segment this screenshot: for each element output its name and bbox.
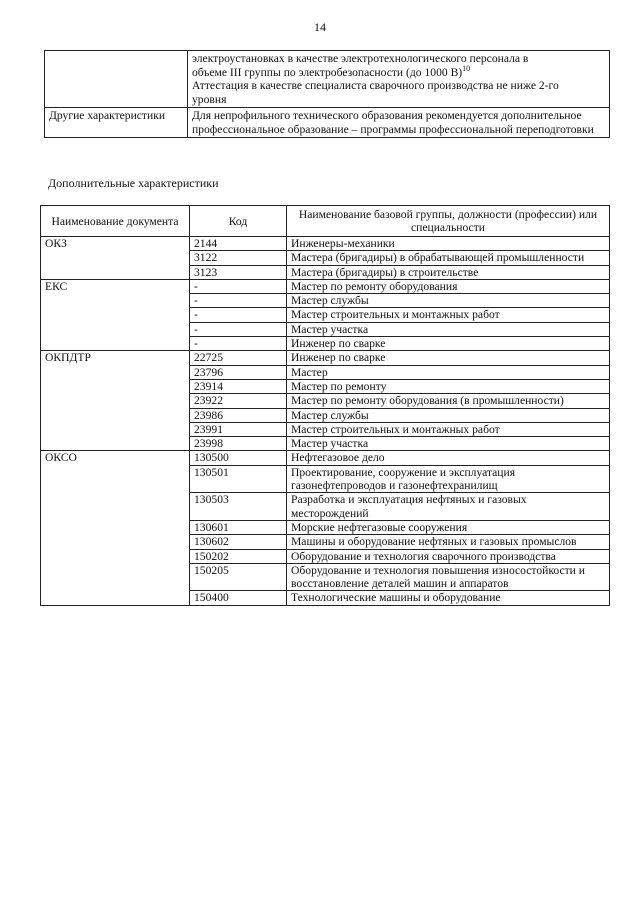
code-cell: 23922 [190, 394, 287, 408]
occupation-name-cell: Оборудование и технология повышения износостойкости и восстановление деталей машин и аппаратов [287, 563, 610, 591]
occupation-name-cell: Мастер [287, 365, 610, 379]
table-row [41, 237, 610, 251]
code-cell: 3123 [190, 265, 287, 279]
code-cell: 2144 [190, 237, 287, 251]
code-cell: 150205 [190, 563, 287, 591]
header-name: Наименование базовой группы, должности (профессии) или специальности [287, 206, 610, 237]
code-cell: 23991 [190, 422, 287, 436]
occupation-name-cell: Машины и оборудование нефтяных и газовых промыслов [287, 535, 610, 549]
table-row [41, 351, 610, 365]
occupation-name-cell: Нефтегазовое дело [287, 451, 610, 465]
code-cell: 23986 [190, 408, 287, 422]
table-row [41, 279, 610, 293]
section-title: Дополнительные характеристики [48, 176, 219, 190]
code-cell: - [190, 322, 287, 336]
occupation-name-cell: Мастер по ремонту [287, 379, 610, 393]
occupation-name-cell: Инженеры-механики [287, 237, 610, 251]
requirements-table [44, 50, 610, 138]
code-cell: - [190, 294, 287, 308]
occupation-name-cell: Оборудование и технология сварочного производства [287, 549, 610, 563]
occupation-name-cell: Разработка и эксплуатация нефтяных и газовых месторождений [287, 493, 610, 521]
code-cell: 130503 [190, 493, 287, 521]
table-row [45, 51, 610, 108]
occupation-name-cell: Мастера (бригадиры) в строительстве [287, 265, 610, 279]
code-cell: 130500 [190, 451, 287, 465]
occupation-name-cell: Мастер службы [287, 294, 610, 308]
code-cell: 130601 [190, 520, 287, 534]
code-cell: 22725 [190, 351, 287, 365]
occupation-name-cell: Мастер участка [287, 437, 610, 451]
page-number: 14 [314, 20, 326, 34]
code-cell: 130501 [190, 465, 287, 493]
code-cell: 130602 [190, 535, 287, 549]
occupation-name-cell: Мастер службы [287, 408, 610, 422]
code-cell: 23998 [190, 437, 287, 451]
document-name-cell: ОКПДТР [41, 351, 190, 451]
occupation-name-cell: Инженер по сварке [287, 351, 610, 365]
row-value: Для непрофильного технического образования рекомендуется дополнительное профессиональное образование – программы профессиональной переподготовки [188, 108, 610, 138]
code-cell: 150400 [190, 591, 287, 605]
code-cell: - [190, 337, 287, 351]
row-label [45, 51, 188, 108]
table-row [41, 451, 610, 465]
occupation-name-cell: Мастер участка [287, 322, 610, 336]
occupation-name-cell: Морские нефтегазовые сооружения [287, 520, 610, 534]
classification-table [40, 205, 610, 606]
occupation-name-cell: Технологические машины и оборудование [287, 591, 610, 605]
code-cell: - [190, 279, 287, 293]
document-name-cell: ОКСО [41, 451, 190, 605]
text-line: уровня [192, 92, 227, 106]
header-row [41, 206, 610, 237]
text-line: объеме III группы по электробезопасности (до 1000 В)$^{10}$ [192, 63, 471, 79]
occupation-name-cell: Мастера (бригадиры) в обрабатывающей промышленности [287, 251, 610, 265]
code-cell: 3122 [190, 251, 287, 265]
table-row [45, 108, 610, 138]
header-doc: Наименование документа [41, 206, 190, 237]
occupation-name-cell: Мастер строительных и монтажных работ [287, 422, 610, 436]
document-name-cell: ЕКС [41, 279, 190, 350]
text-line: электроустановках в качестве электротехнологического персонала в [192, 52, 529, 65]
document-name-cell: ОКЗ [41, 237, 190, 280]
row-label: Другие характеристики [45, 108, 188, 138]
code-cell: 23914 [190, 379, 287, 393]
occupation-name-cell: Мастер по ремонту оборудования [287, 279, 610, 293]
code-cell: - [190, 308, 287, 322]
footnote-marker: 10 [462, 63, 471, 73]
code-cell: 23796 [190, 365, 287, 379]
row-value [188, 51, 610, 108]
occupation-name-cell: Мастер по ремонту оборудования (в промышленности) [287, 394, 610, 408]
occupation-name-cell: Проектирование, сооружение и эксплуатация газонефтепроводов и газонефтехранилищ [287, 465, 610, 493]
occupation-name-cell: Инженер по сварке [287, 337, 610, 351]
occupation-name-cell: Мастер строительных и монтажных работ [287, 308, 610, 322]
header-code: Код [190, 206, 287, 237]
code-cell: 150202 [190, 549, 287, 563]
text-line: Аттестация в качестве специалиста сварочного производства не ниже 2-го [192, 79, 559, 92]
